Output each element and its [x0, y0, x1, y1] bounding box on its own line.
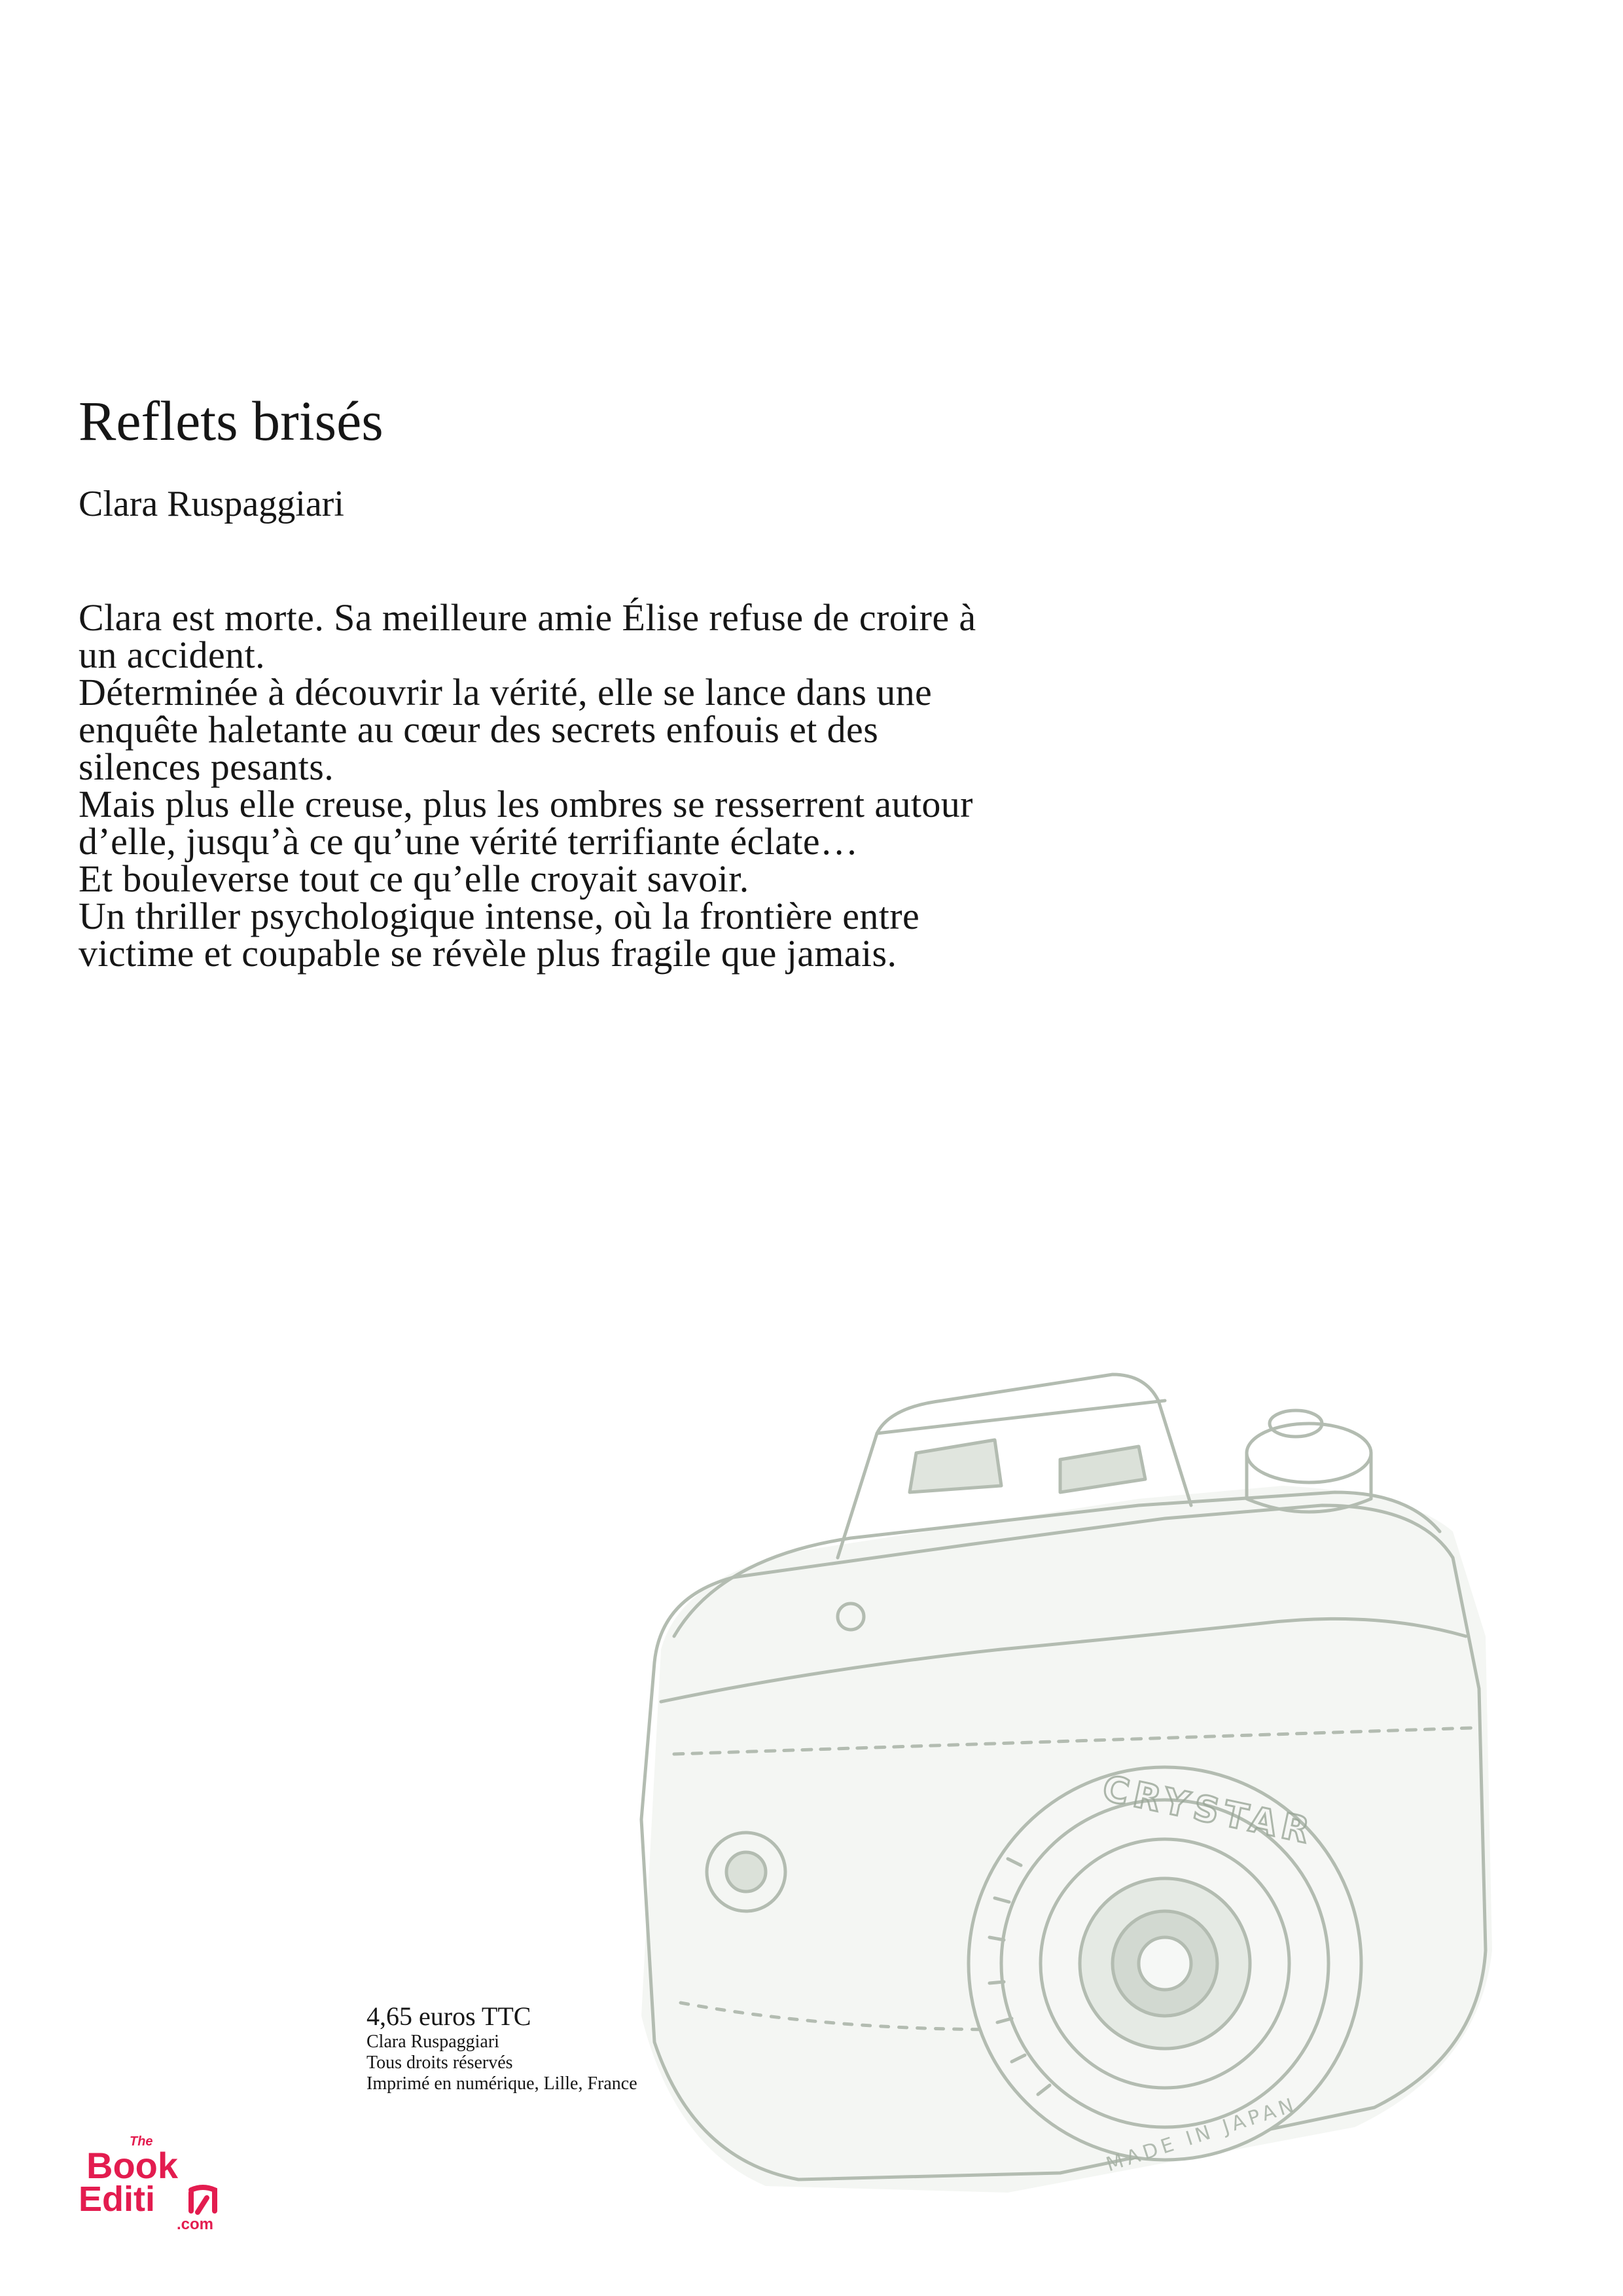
- print-location: Imprimé en numérique, Lille, France: [366, 2073, 637, 2094]
- blurb-line: Clara est morte. Sa meilleure amie Élise refuse de croire à: [79, 596, 976, 639]
- rights-notice: Tous droits réservés: [366, 2053, 513, 2073]
- logo-com: .com: [177, 2215, 214, 2232]
- blurb-line: victime et coupable se révèle plus fragile que jamais.: [79, 932, 897, 975]
- camera-illustration: [602, 1361, 1531, 2199]
- book-title: Reflets brisés: [79, 389, 383, 452]
- camera-made-in-text: MADE IN JAPAN: [1103, 2092, 1300, 2177]
- book-author: Clara Ruspaggiari: [79, 484, 344, 524]
- imprint-author: Clara Ruspaggiari: [366, 2032, 499, 2052]
- price-label: 4,65 euros TTC: [366, 2001, 531, 2031]
- camera-brand-text: CRYSTAR: [1099, 1767, 1318, 1853]
- blurb-line: enquête haletante au cœur des secrets enfouis et des: [79, 708, 879, 751]
- blurb-line: un accident.: [79, 634, 266, 676]
- logo-pen-n-icon: [191, 2187, 215, 2212]
- blurb-line: Un thriller psychologique intense, où la frontière entre: [79, 895, 920, 937]
- blurb: [79, 596, 1322, 975]
- blurb-line: Et bouleverse tout ce qu’elle croyait savoir.: [79, 857, 749, 900]
- the-book-edition-logo: [79, 2134, 236, 2232]
- blurb-line: silences pesants.: [79, 745, 334, 788]
- logo-book: Book: [86, 2145, 178, 2186]
- logo-the: The: [130, 2134, 153, 2149]
- blurb-line: Déterminée à découvrir la vérité, elle se lance dans une: [79, 671, 933, 713]
- blurb-line: Mais plus elle creuse, plus les ombres se resserrent autour: [79, 783, 973, 825]
- blurb-line: d’elle, jusqu’à ce qu’une vérité terrifiante éclate…: [79, 820, 859, 863]
- logo-edition: Editi: [79, 2179, 155, 2219]
- imprint-info: [366, 2001, 637, 2094]
